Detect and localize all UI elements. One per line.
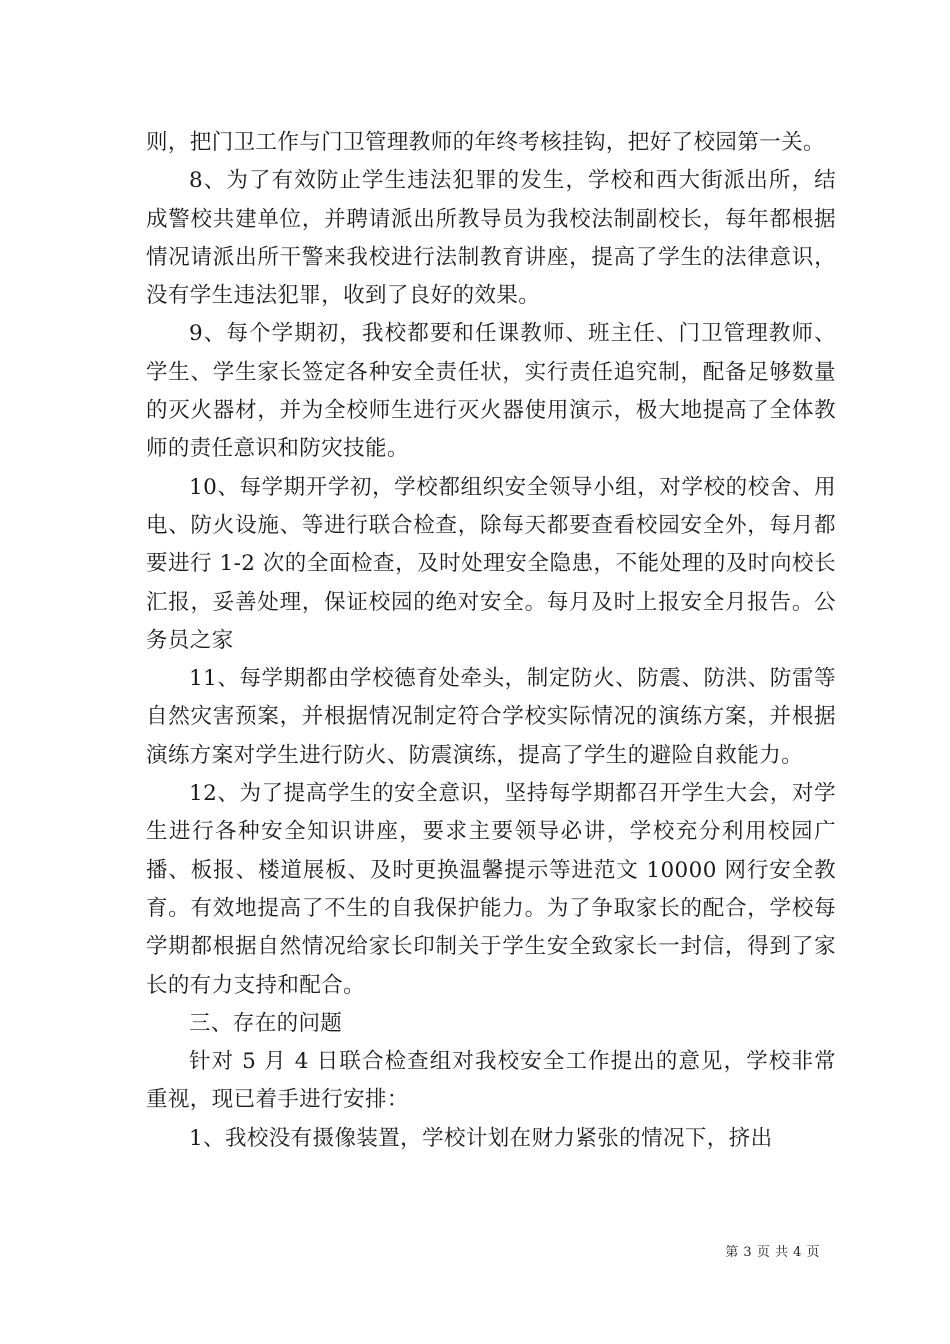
paragraph-item-12: 12、为了提高学生的安全意识，坚持每学期都召开学生大会，对学生进行各种安全知识讲座，要求主要领导必讲，学校充分利用校园广播、板报、楼道展板、及时更换温馨提示等进范文 10000 网行安全教育。有效地提高了不生的自我保护能力。为了争取家长的配合，学校每学期都根据自然情况给家长印制关于学生安全致家长一封信，得到了家长的有力支持和配合。 xyxy=(146,781,836,998)
section-heading-problems: 三、存在的问题 xyxy=(189,1010,343,1036)
page-number-footer: 第 3 页 共 4 页 xyxy=(725,1245,820,1260)
paragraph-item-11: 11、每学期都由学校德育处牵头，制定防火、防震、防洪、防雷等自然灾害预案，并根据情况制定符合学校实际情况的演练方案，并根据演练方案对学生进行防火、防震演练，提高了学生的避险自救能力。 xyxy=(146,666,836,768)
paragraph-inspection-response: 针对 5 月 4 日联合检查组对我校安全工作提出的意见，学校非常重视，现已着手进行安排： xyxy=(146,1049,836,1113)
paragraph-item-10: 10、每学期开学初，学校都组织安全领导小组，对学校的校舍、用电、防火设施、等进行联合检查，除每天都要查看校园安全外，每月都要进行 1-2 次的全面检查，及时处理安全隐患，不能处理的及时向校长汇报，妥善处理，保证校园的绝对安全。每月及时上报安全月报告。公务员之家 xyxy=(146,474,836,653)
paragraph-item-1: 1、我校没有摄像装置，学校计划在财力紧张的情况下，挤出 xyxy=(189,1125,773,1151)
paragraph-item-8: 8、为了有效防止学生违法犯罪的发生，学校和西大街派出所，结成警校共建单位，并聘请派出所教导员为我校法制副校长，每年都根据情况请派出所干警来我校进行法制教育讲座，提高了学生的法律意识，没有学生违法犯罪，收到了良好的效果。 xyxy=(146,168,836,309)
paragraph-item-9: 9、每个学期初，我校都要和任课教师、班主任、门卫管理教师、学生、学生家长签定各种安全责任状，实行责任追究制，配备足够数量的灭火器材，并为全校师生进行灭火器使用演示，极大地提高了全体教师的责任意识和防灾技能。 xyxy=(146,321,836,462)
paragraph-continued: 则，把门卫工作与门卫管理教师的年终考核挂钩，把好了校园第一关。 xyxy=(146,130,825,155)
document-body xyxy=(146,124,836,1158)
